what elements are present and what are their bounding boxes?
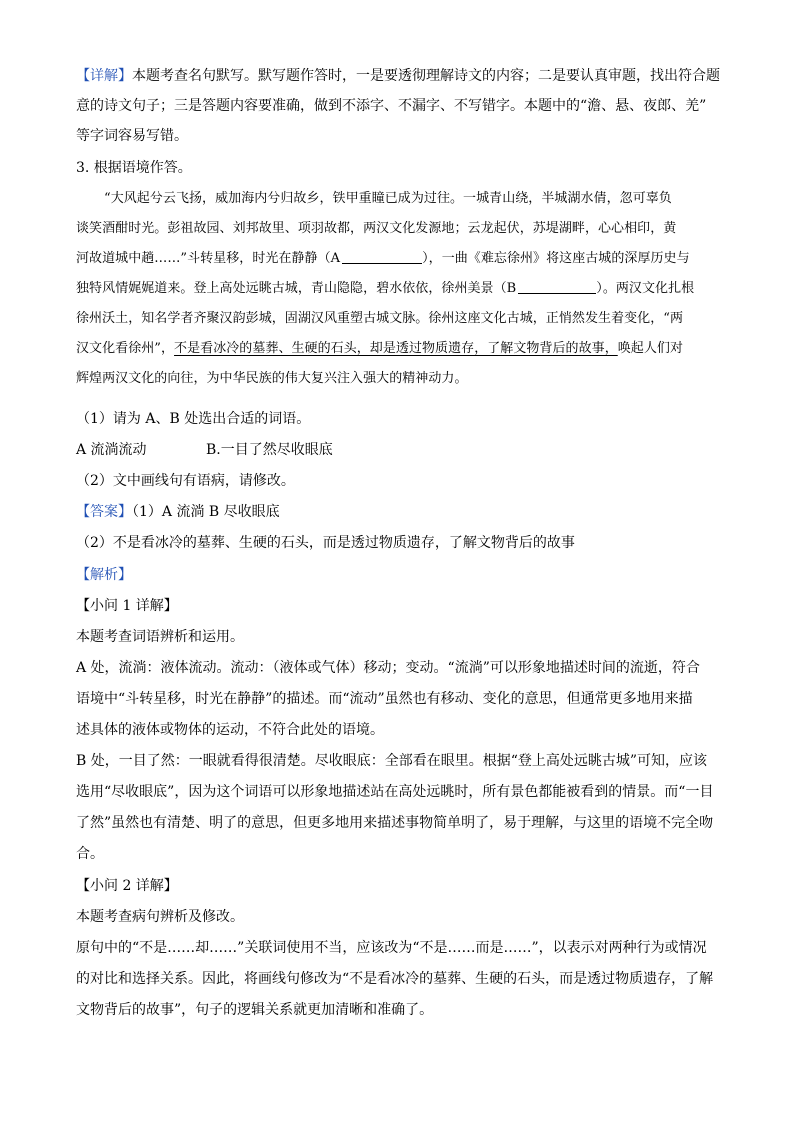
passage-line-3-a: 河故道城中趟……”斗转星移，时光在静静（A <box>76 251 341 266</box>
explanation-text: 本题考查名句默写。默写题作答时，一是要透彻理解诗文的内容；二是要认真审题，找出符合题 <box>132 68 720 84</box>
answer-tag: 【答案】 <box>76 504 132 520</box>
passage-line-2: 谈笑酒酣时光。彭祖故园、刘邦故里、项羽故都，两汉文化发源地；云龙起伏，苏堤湖畔，心心相印，黄 <box>76 221 677 236</box>
sq1-line-7: 了然”虽然也有清楚、明了的意思，但更多地用来描述事物简单明了，易于理解，与这里的语境不完全吻 <box>76 815 714 831</box>
explanation-line-3: 等字词容易写错。 <box>76 128 188 144</box>
sub-question-2-explanation-heading: 【小问 2 详解】 <box>76 878 178 894</box>
sq1-line-4: 述具体的液体或物体的运动，不符合此处的语境。 <box>76 722 384 738</box>
passage-line-4-a: 独特风情娓娓道来。登上高处远眺古城，青山隐隐，碧水依依，徐州美景（B <box>76 281 517 296</box>
passage-line-7: 辉煌两汉文化的向往，为中华民族的伟大复兴注入强大的精神动力。 <box>76 371 468 386</box>
passage-line-6-a: 汉文化看徐州”， <box>76 341 175 356</box>
answer-line-1 <box>76 502 280 522</box>
option-b: B.一目了然尽收眼底 <box>206 442 333 458</box>
blank-a <box>342 249 422 264</box>
answer-line-2: （2）不是看冰冷的墓葬、生硬的石头，而是透过物质遗存，了解文物背后的故事 <box>76 535 575 551</box>
option-a: A 流淌流动 <box>76 442 147 458</box>
blank-b <box>518 279 596 294</box>
passage-line-3-b: ），一曲《难忘徐州》将这座古城的深厚历史与 <box>422 251 690 266</box>
underlined-sentence: 不是看冰冷的墓葬、生硬的石头，却是透过物质遗存，了解文物背后的故事， <box>174 341 618 356</box>
passage-line-6-b: 唤起人们对 <box>617 341 684 356</box>
explanation-tag: 【详解】 <box>76 68 132 84</box>
sq1-line-3: 语境中“斗转星移，时光在静静”的描述。而“流动”虽然也有移动、变化的意思，但通常更多地用来描 <box>76 691 693 707</box>
sub-question-1: （1）请为 A、B 处选出合适的词语。 <box>76 411 311 427</box>
passage-line-3 <box>76 249 690 269</box>
sq2-line-1: 本题考查病句辨析及修改。 <box>76 909 244 925</box>
explanation-line-2: 意的诗文句子；三是答题内容要准确，做到不添字、不漏字、不写错字。本题中的“澹、悬、夜郎、羌” <box>76 98 707 114</box>
passage-line-6 <box>76 339 683 359</box>
sq1-line-2: A 处，流淌：液体流动。流动：（液体或气体）移动；变动。“流淌”可以形象地描述时间的流逝，符合 <box>76 660 700 676</box>
sq2-line-3: 的对比和选择关系。因此，将画线句修改为“不是看冰冷的墓葬、生硬的石头，而是透过物质遗存，了解 <box>76 971 714 987</box>
answer-1: （1）A 流淌 B 尽收眼底 <box>132 504 280 520</box>
passage-line-4-b: ）。两汉文化扎根 <box>596 281 695 296</box>
sq1-line-8: 合。 <box>76 846 104 862</box>
sq1-line-5: B 处，一目了然：一眼就看得很清楚。尽收眼底：全部看在眼里。根据“登上高处远眺古城”可知，应该 <box>76 753 708 769</box>
sub-question-1-explanation-heading: 【小问 1 详解】 <box>76 598 178 614</box>
sq1-line-1: 本题考查词语辨析和运用。 <box>76 629 244 645</box>
sub-question-2: （2）文中画线句有语病，请修改。 <box>76 473 295 489</box>
analysis-tag: 【解析】 <box>76 567 132 583</box>
passage-line-5: 徐州沃土，知名学者齐聚汉韵彭城，固湖汉风重塑古城文脉。徐州这座文化古城，正悄然发生着变化，“两 <box>76 311 683 326</box>
explanation-line-1 <box>76 66 720 86</box>
question-3-heading: 3. 根据语境作答。 <box>76 160 192 176</box>
sq2-line-2: 原句中的“不是……却……”关联词使用不当，应该改为“不是……而是……”，以表示对两种行为或情况 <box>76 940 707 956</box>
passage-line-4 <box>76 279 694 299</box>
sq2-line-4: 文物背后的故事”，句子的逻辑关系就更加清晰和准确了。 <box>76 1002 434 1018</box>
sq1-line-6: 选用“尽收眼底”，因为这个词语可以形象地描述站在高处远眺时，所有景色都能被看到的情景。而“一目 <box>76 784 714 800</box>
passage-line-1: “大风起兮云飞扬，威加海内兮归故乡，铁甲重瞳已成为过往。一城青山绕，半城湖水倩，忽可辜负 <box>104 191 672 206</box>
